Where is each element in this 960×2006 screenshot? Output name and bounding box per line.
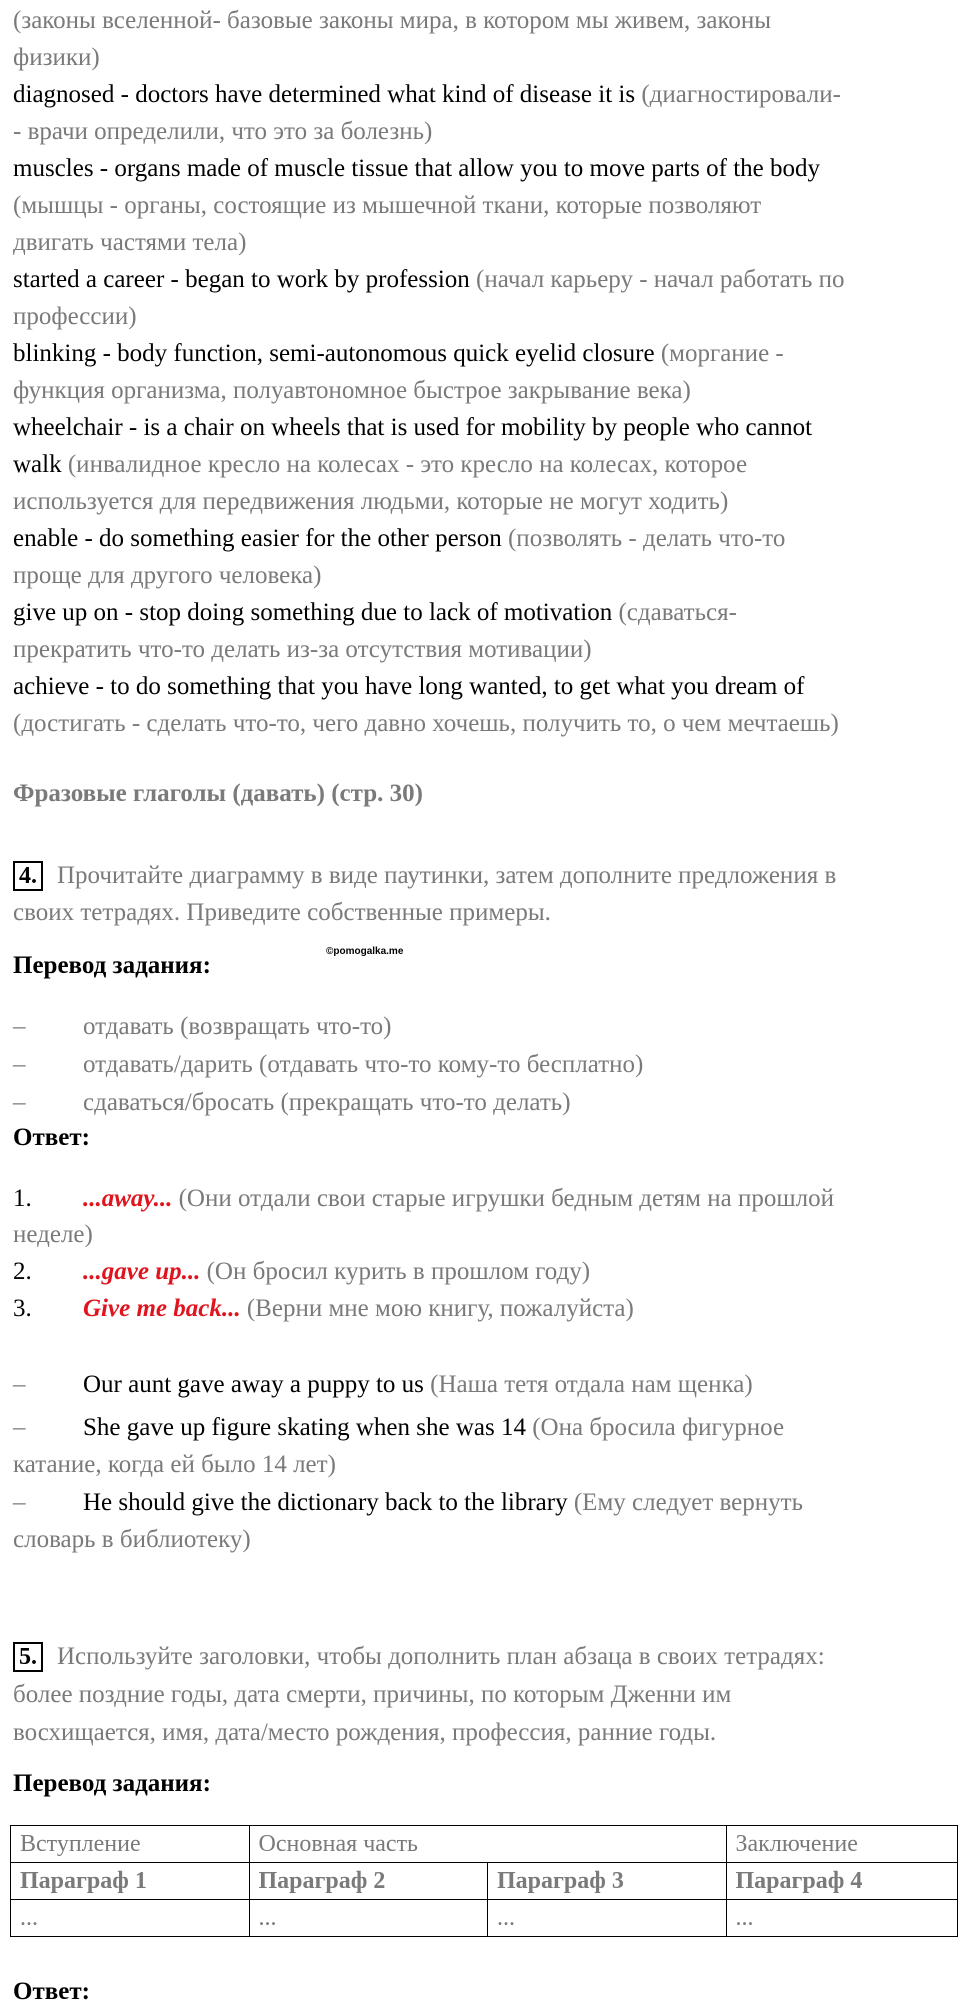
vocab-line: двигать частями тела) [13, 229, 247, 256]
task5-instruction: 5. Используйте заголовки, чтобы дополнить план абзаца в своих тетрадях: [13, 1638, 825, 1675]
vocab-line: wheelchair - is a chair on wheels that is used for mobility by people who cannot [13, 414, 813, 441]
vocab-line: проще для другого человека) [13, 562, 322, 589]
table-cell: Основная часть [249, 1826, 726, 1863]
vocab-line: started a career - began to work by profession (начал карьеру - начал работать по [13, 266, 845, 293]
table-row [11, 1826, 958, 1863]
task4-instruction-cont: своих тетрадях. Приведите собственные примеры. [13, 899, 551, 926]
table-cell: ... [11, 1900, 250, 1937]
vocab-line: enable - do something easier for the other person (позволять - делать что-то [13, 525, 786, 552]
answer-heading: Ответ: [13, 1978, 90, 2005]
vocab-line: (законы вселенной- базовые законы мира, в котором мы живем, законы [13, 7, 772, 34]
vocab-line: achieve - to do something that you have long wanted, to get what you dream of [13, 673, 805, 700]
table-cell: Заключение [726, 1826, 958, 1863]
watermark: ©pomogalka.me [326, 946, 404, 957]
answer-heading: Ответ: [13, 1124, 90, 1151]
list-item: – отдавать/дарить (отдавать что-то кому-то бесплатно) [13, 1051, 644, 1078]
vocab-line: (мышцы - органы, состоящие из мышечной ткани, которые позволяют [13, 192, 762, 219]
table-row [11, 1900, 958, 1937]
translation-heading: Перевод задания: [13, 1770, 211, 1797]
answer-item: 2. ...gave up... (Он бросил курить в прошлом году) [13, 1258, 591, 1285]
translation-heading: Перевод задания: [13, 952, 211, 979]
task-number-badge: 4. [13, 861, 43, 891]
vocab-line: функция организма, полуавтономное быстрое закрывание века) [13, 377, 691, 404]
example-item: – He should give the dictionary back to the library (Ему следует вернуть [13, 1489, 803, 1516]
vocab-line: give up on - stop doing something due to lack of motivation (сдаваться- [13, 599, 737, 626]
task5-instruction-cont: более поздние годы, дата смерти, причины, по которым Дженни им [13, 1681, 732, 1708]
task-number-badge: 5. [13, 1642, 43, 1672]
task4-instruction: 4. Прочитайте диаграмму в виде паутинки, затем дополните предложения в [13, 857, 836, 894]
answer-item-cont: неделе) [13, 1221, 93, 1248]
vocab-line: muscles - organs made of muscle tissue that allow you to move parts of the body [13, 155, 821, 182]
table-cell: Параграф 3 [488, 1863, 727, 1900]
table-cell: ... [249, 1900, 488, 1937]
section-heading: Фразовые глаголы (давать) (стр. 30) [13, 780, 423, 807]
vocab-line: (достигать - сделать что-то, чего давно хочешь, получить то, о чем мечтаешь) [13, 710, 839, 737]
vocab-line: профессии) [13, 303, 137, 330]
table-row [11, 1863, 958, 1900]
vocab-line: diagnosed - doctors have determined what kind of disease it is (диагностировали- [13, 81, 841, 108]
table-cell: Параграф 4 [726, 1863, 958, 1900]
example-item: – Our aunt gave away a puppy to us (Наша тетя отдала нам щенка) [13, 1371, 753, 1398]
list-item: – сдаваться/бросать (прекращать что-то делать) [13, 1089, 571, 1116]
paragraph-plan-table [10, 1825, 958, 1937]
table-cell: Вступление [11, 1826, 250, 1863]
task5-instruction-cont: восхищается, имя, дата/место рождения, профессия, ранние годы. [13, 1719, 717, 1746]
table-cell: ... [488, 1900, 727, 1937]
example-item: – She gave up figure skating when she was 14 (Она бросила фигурное [13, 1414, 785, 1441]
answer-item: 1. ...away... (Они отдали свои старые игрушки бедным детям на прошлой [13, 1185, 834, 1212]
vocab-line: прекратить что-то делать из-за отсутствия мотивации) [13, 636, 592, 663]
vocab-line: blinking - body function, semi-autonomous quick eyelid closure (моргание - [13, 340, 784, 367]
example-item-cont: словарь в библиотеку) [13, 1526, 251, 1553]
vocab-line: - врачи определили, что это за болезнь) [13, 118, 433, 145]
vocab-line: используется для передвижения людьми, которые не могут ходить) [13, 488, 729, 515]
list-item: – отдавать (возвращать что-то) [13, 1013, 392, 1040]
table-cell: Параграф 2 [249, 1863, 488, 1900]
answer-item: 3. Give me back... (Верни мне мою книгу, пожалуйста) [13, 1295, 634, 1322]
example-item-cont: катание, когда ей было 14 лет) [13, 1451, 336, 1478]
vocab-line: walk (инвалидное кресло на колесах - это кресло на колесах, которое [13, 451, 748, 478]
vocab-line: физики) [13, 44, 100, 71]
table-cell: Параграф 1 [11, 1863, 250, 1900]
table-cell: ... [726, 1900, 958, 1937]
